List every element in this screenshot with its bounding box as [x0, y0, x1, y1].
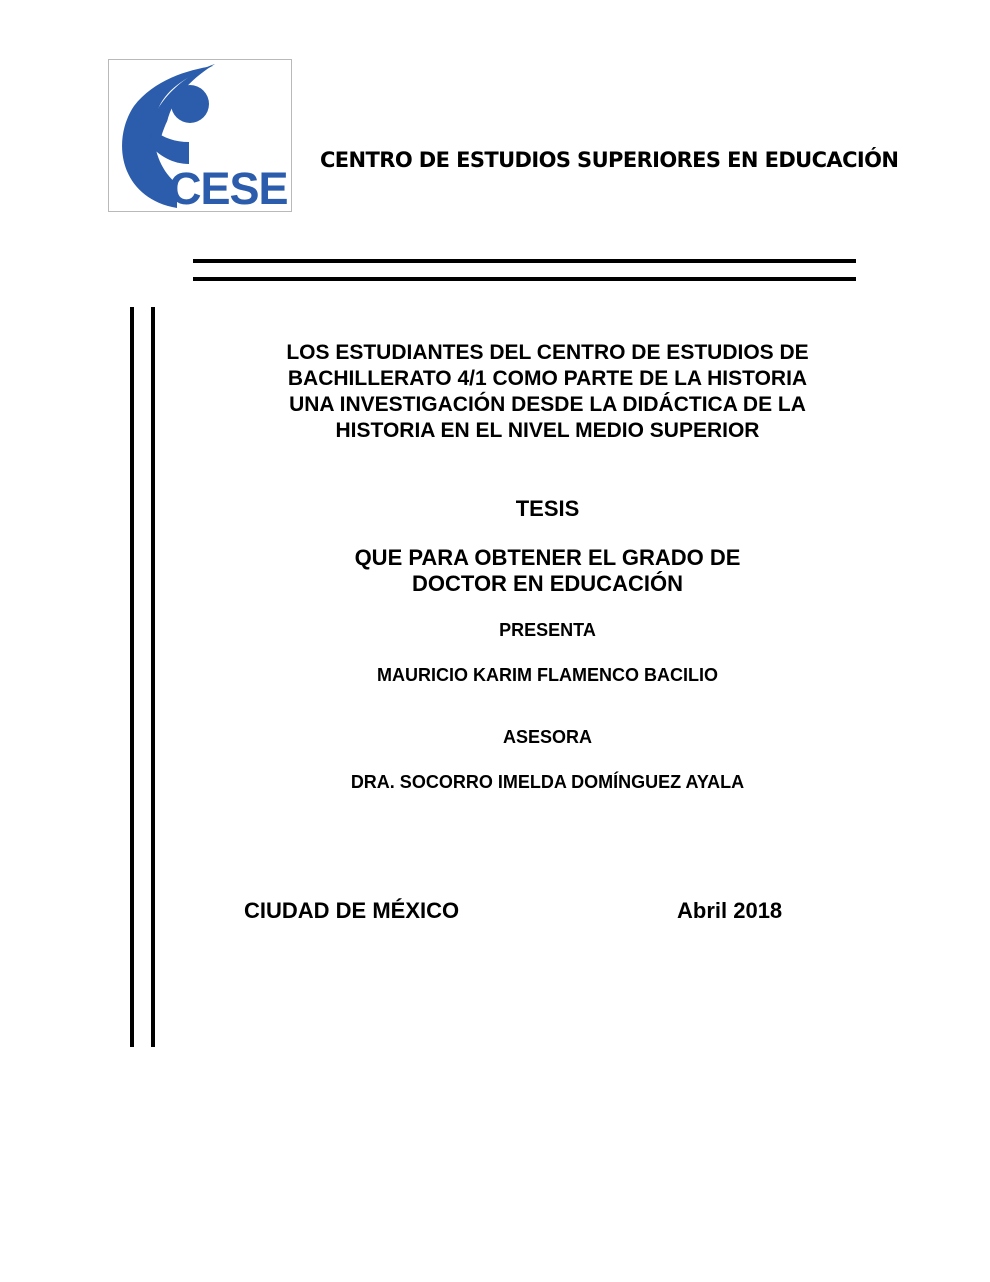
thesis-title — [240, 340, 855, 444]
thesis-title-line: HISTORIA EN EL NIVEL MEDIO SUPERIOR — [335, 419, 760, 442]
logo-text: CESE — [169, 163, 288, 214]
left-margin-rule-outer — [130, 307, 134, 1047]
institution-name: CENTRO DE ESTUDIOS SUPERIORES EN EDUCACIÓN — [320, 148, 899, 172]
advisor-label: ASESORA — [502, 727, 592, 747]
left-margin-rule-inner — [151, 307, 155, 1047]
city: CIUDAD DE MÉXICO — [244, 898, 460, 923]
top-rule — [193, 259, 856, 263]
degree-line: QUE PARA OBTENER EL GRADO DE — [354, 545, 741, 570]
presents-label: PRESENTA — [499, 620, 596, 640]
date: Abril 2018 — [677, 898, 783, 923]
thesis-title-line: BACHILLERATO 4/1 COMO PARTE DE LA HISTORIA — [287, 367, 808, 390]
cese-logo — [108, 59, 292, 212]
thesis-title-line: UNA INVESTIGACIÓN DESDE LA DIDÁCTICA DE LA — [289, 393, 806, 416]
thesis-title-line: LOS ESTUDIANTES DEL CENTRO DE ESTUDIOS DE — [286, 341, 809, 364]
degree-line: DOCTOR EN EDUCACIÓN — [412, 571, 683, 596]
advisor-name: DRA. SOCORRO IMELDA DOMÍNGUEZ AYALA — [350, 772, 745, 792]
document-type: TESIS — [515, 496, 580, 521]
author-name: MAURICIO KARIM FLAMENCO BACILIO — [377, 665, 718, 685]
degree-statement — [240, 545, 855, 597]
bottom-rule — [193, 277, 856, 281]
